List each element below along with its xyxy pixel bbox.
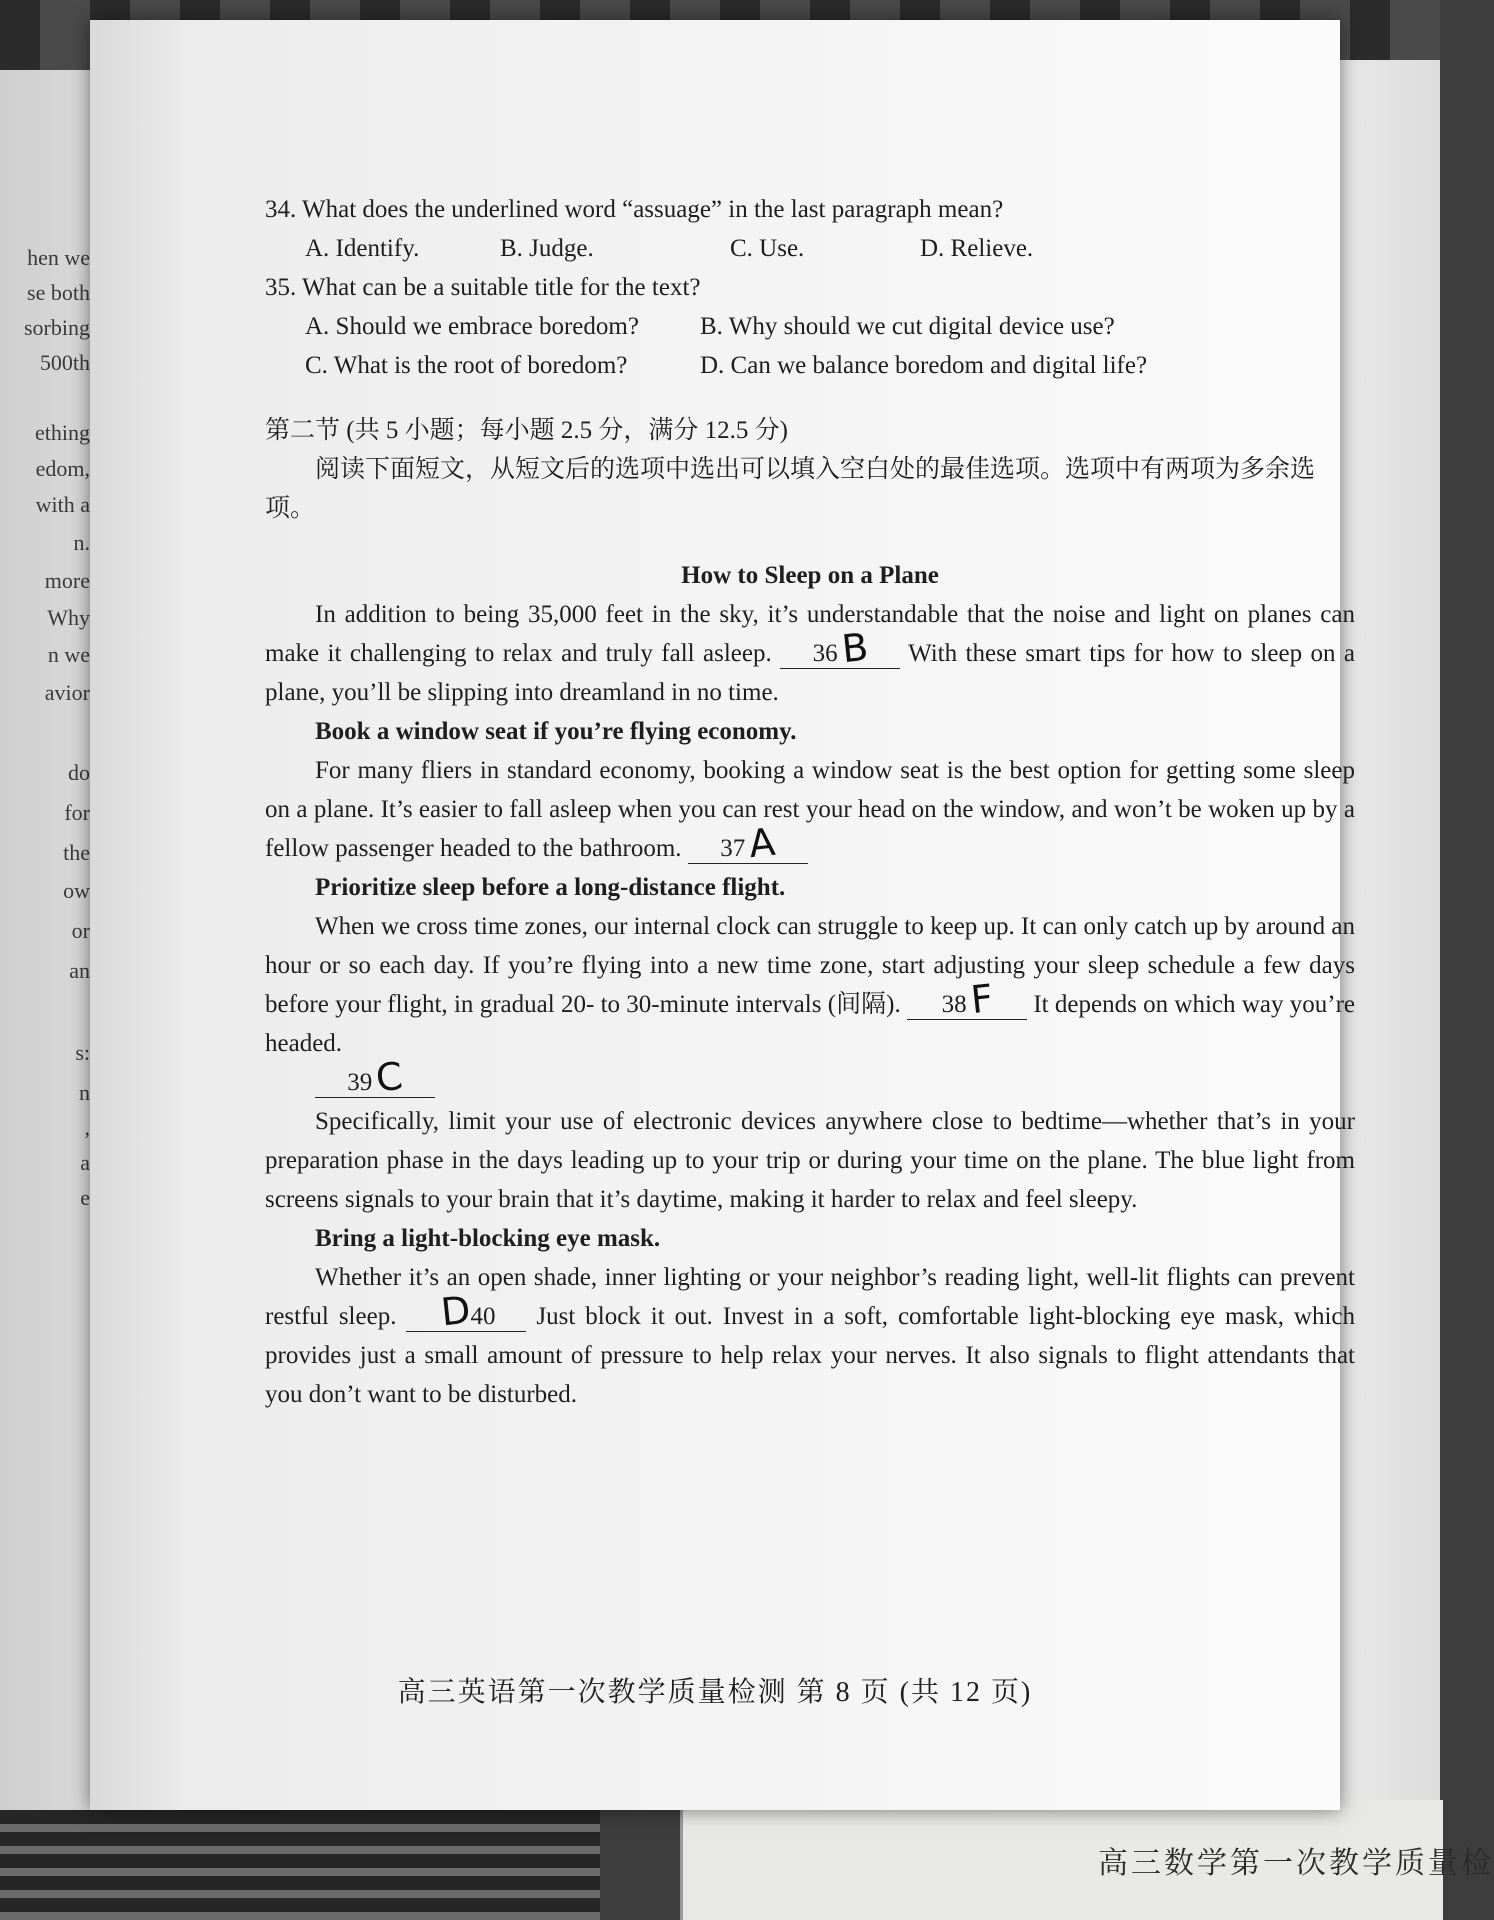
blank-36 [780, 624, 900, 672]
left-fragment: or [71, 918, 90, 943]
blank-40 [406, 1287, 526, 1335]
left-fragment: s: [75, 1040, 90, 1065]
paragraph-text: When we cross time zones, our internal clock can struggle to keep up. It can only catch up by around an hour or so each day. If you’re flying into a new time zone, start adjusting your sleep schedule a few days before your flight, in gradual 20- to 30-minute intervals (间隔). [265, 913, 1355, 1018]
option-d: D. Can we balance boredom and digital life? [700, 352, 1148, 379]
page-content [265, 190, 1355, 1414]
question-35-options-row2 [265, 346, 1355, 385]
left-fragment: hen we [27, 245, 90, 270]
left-fragment: for [64, 800, 90, 825]
left-fragment: sorbing [24, 315, 90, 340]
section-instruction: 阅读下面短文，从短文后的选项中选出可以填入空白处的最佳选项。选项中有两项为多余选项。 [265, 456, 1316, 522]
subheading-window-seat: Book a window seat if you’re flying economy. [315, 718, 797, 745]
paragraph-text: With these smart tips for how to sleep on a plane, you’ll be slipping into dreamland in no time. [265, 640, 1355, 706]
blank-39-line [265, 1053, 1355, 1102]
paragraph-text: Whether it’s an open shade, inner lighting or your neighbor’s reading light, well-lit flights can prevent restful sleep. [265, 1264, 1355, 1330]
left-fragment: ething [35, 420, 90, 445]
subheading-prioritize-sleep: Prioritize sleep before a long-distance flight. [315, 874, 786, 901]
blank-39 [315, 1053, 435, 1101]
underlying-exam-sheet [680, 1800, 1494, 1920]
paragraph-2 [265, 751, 1355, 868]
left-fragment: 500th [39, 350, 90, 375]
handwritten-answer-37: A [747, 819, 778, 867]
blank-number: 40 [470, 1303, 496, 1330]
blank-37 [688, 819, 808, 867]
left-fragment: a [80, 1150, 90, 1175]
blank-number: 39 [347, 1069, 373, 1096]
paragraph-text: In addition to being 35,000 feet in the sky, it’s understandable that the noise and light on planes can make it challenging to relax and truly fall asleep. [265, 601, 1355, 667]
question-34-options [265, 229, 1355, 268]
background-bottom [0, 1810, 600, 1920]
handwritten-answer-36: B [839, 624, 870, 672]
option-a: A. Identify. [305, 235, 420, 262]
left-fragment: se both [27, 280, 90, 305]
left-fragment: e [80, 1185, 90, 1210]
question-35-options-row1 [265, 307, 1355, 346]
option-a: A. Should we embrace boredom? [305, 313, 639, 340]
left-fragment: do [68, 760, 90, 785]
left-fragment: n [79, 1080, 90, 1105]
blank-38 [907, 975, 1027, 1023]
left-fragment: , [84, 1115, 90, 1140]
option-c: C. What is the root of boredom? [305, 352, 628, 379]
blank-number: 38 [941, 991, 967, 1018]
paragraph-text: For many fliers in standard economy, booking a window seat is the best option for getting some sleep on a plane. It’s easier to fall asleep when you can rest your head on the window, and won’t be woken up by a fellow passenger headed to the bathroom. [265, 757, 1355, 862]
paragraph-1 [265, 595, 1355, 712]
handwritten-answer-39: C [373, 1053, 405, 1101]
left-fragment: avior [44, 680, 90, 705]
question-34-stem: 34. What does the underlined word “assuage” in the last paragraph mean? [265, 196, 1004, 223]
left-fragment: n. [73, 530, 90, 555]
option-d: D. Relieve. [920, 235, 1034, 262]
passage-title: How to Sleep on a Plane [681, 562, 939, 589]
paragraph-3 [265, 907, 1355, 1063]
question-35-stem: 35. What can be a suitable title for the text? [265, 274, 701, 301]
paragraph-5 [265, 1258, 1355, 1414]
left-fragment: n we [47, 642, 90, 667]
blank-number: 36 [812, 640, 838, 667]
left-fragment: Why [47, 605, 90, 630]
left-fragment: edom, [35, 456, 90, 481]
option-b: B. Why should we cut digital device use? [700, 313, 1115, 340]
left-fragment: the [63, 840, 90, 865]
section-heading: 第二节 (共 5 小题；每小题 2.5 分，满分 12.5 分) [265, 417, 788, 444]
left-fragment: an [69, 958, 90, 983]
handwritten-answer-40: D [439, 1287, 473, 1335]
blank-number: 37 [720, 835, 746, 862]
page-footer: 高三英语第一次教学质量检测 第 8 页 (共 12 页) [397, 1677, 1033, 1708]
subheading-eye-mask: Bring a light-blocking eye mask. [315, 1225, 661, 1252]
paragraph-text: It depends on which way you’re headed. [265, 991, 1356, 1057]
exam-page [90, 20, 1356, 1810]
paragraph-4: Specifically, limit your use of electronic devices anywhere close to bedtime—whether that’s in your preparation phase in the days leading up to your trip or during your time on the plane. The blue light from screens signals to your brain that it’s daytime, making it harder to relax and feel sleepy. [265, 1108, 1355, 1213]
underlying-sheet-title: 高三数学第一次教学质量检 [1098, 1847, 1494, 1880]
option-b: B. Judge. [500, 235, 594, 262]
left-fragment: with a [35, 492, 90, 517]
left-fragment: ow [63, 878, 90, 903]
paragraph-text: Just block it out. Invest in a soft, comfortable light-blocking eye mask, which provides just a small amount of pressure to help relax your nerves. It also signals to flight attendants that you don’t want to be disturbed. [265, 1303, 1356, 1408]
option-c: C. Use. [730, 235, 805, 262]
left-fragment: more [44, 568, 90, 593]
handwritten-answer-38: F [968, 975, 995, 1023]
